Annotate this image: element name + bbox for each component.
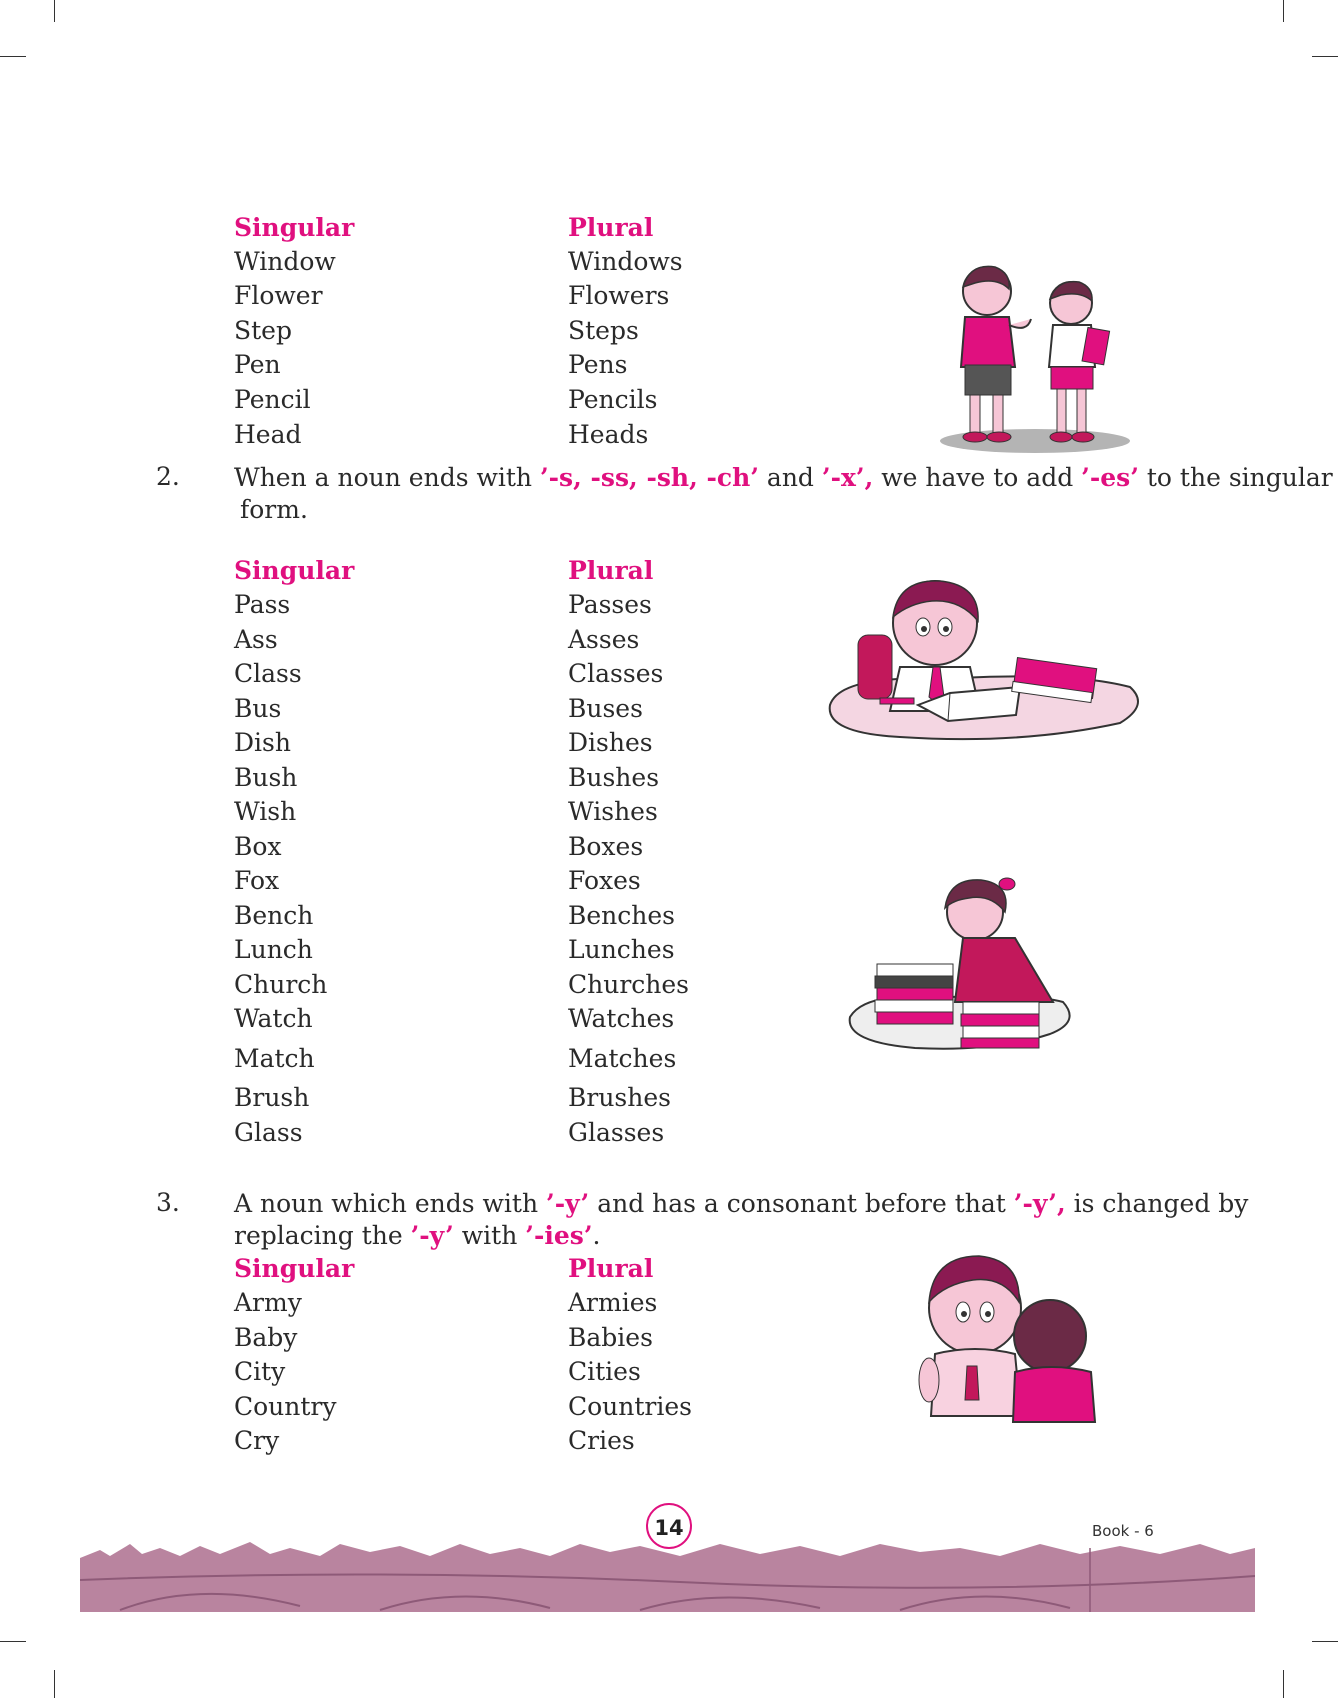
table1-plural-word: Pens xyxy=(568,350,628,379)
rule3-highlight: ’-ies’ xyxy=(525,1221,593,1250)
rule3-highlight: ’-y’, xyxy=(1013,1189,1066,1218)
table2-singular-word: Ass xyxy=(234,625,278,654)
table3-plural-word: Armies xyxy=(568,1288,658,1317)
table2-plural-word: Churches xyxy=(568,970,690,999)
table1-plural-word: Pencils xyxy=(568,385,658,414)
rule3-text-part: is changed by xyxy=(1065,1189,1249,1218)
rule2-highlight: ’-es’ xyxy=(1081,463,1139,492)
rule2-highlight: ’-s, -ss, -sh, -ch’ xyxy=(539,463,759,492)
table2-singular-word: Brush xyxy=(234,1083,310,1112)
table2-singular-word: Bush xyxy=(234,763,298,792)
table2-singular-word: Bench xyxy=(234,901,314,930)
table1-singular-header: Singular xyxy=(234,213,355,242)
forest-landscape-footer xyxy=(80,1540,1255,1612)
table3-singular-word: City xyxy=(234,1357,286,1386)
table1-plural-header: Plural xyxy=(568,213,654,242)
girl-with-books-illustration xyxy=(845,872,1085,1062)
crop-mark xyxy=(54,1670,55,1698)
rule3-text-part: and has a consonant before that xyxy=(589,1189,1014,1218)
table2-plural-word: Glasses xyxy=(568,1118,665,1147)
table3-singular-word: Cry xyxy=(234,1426,280,1455)
table2-plural-word: Matches xyxy=(568,1044,677,1073)
table2-plural-word: Brushes xyxy=(568,1083,671,1112)
table3-singular-word: Baby xyxy=(234,1323,298,1352)
rule-number: 3. xyxy=(156,1188,180,1217)
two-boys-talking-illustration xyxy=(935,255,1135,460)
rule3-text-part: with xyxy=(453,1221,526,1250)
table2-plural-word: Boxes xyxy=(568,832,644,861)
table2-plural-word: Dishes xyxy=(568,728,653,757)
rule2-text-part: When a noun ends with xyxy=(234,463,540,492)
crop-mark xyxy=(1312,1641,1338,1642)
crop-mark xyxy=(1283,0,1284,22)
table2-singular-word: Wish xyxy=(234,797,297,826)
table2-plural-word: Foxes xyxy=(568,866,641,895)
table2-singular-word: Dish xyxy=(234,728,291,757)
page-number: 14 xyxy=(646,1503,692,1549)
table2-singular-word: Church xyxy=(234,970,328,999)
rule2-text-line2: form. xyxy=(240,495,308,524)
table1-singular-word: Pen xyxy=(234,350,281,379)
table2-singular-word: Class xyxy=(234,659,302,688)
table3-singular-header: Singular xyxy=(234,1254,355,1283)
rule2-text-part: to the singular xyxy=(1138,463,1333,492)
table3-singular-word: Country xyxy=(234,1392,337,1421)
table2-plural-word: Lunches xyxy=(568,935,675,964)
book-label: Book - 6 xyxy=(1092,1522,1154,1540)
table3-plural-word: Babies xyxy=(568,1323,653,1352)
table2-singular-word: Match xyxy=(234,1044,315,1073)
table2-plural-word: Classes xyxy=(568,659,664,688)
table3-plural-header: Plural xyxy=(568,1254,654,1283)
rule3-text-part: replacing the xyxy=(234,1221,411,1250)
table3-plural-word: Cries xyxy=(568,1426,635,1455)
boy-reading-book-illustration xyxy=(820,575,1150,770)
rule2-highlight: ’-x’, xyxy=(821,463,874,492)
table1-plural-word: Windows xyxy=(568,247,683,276)
rule3-highlight: ’-y’ xyxy=(410,1221,454,1250)
table2-plural-word: Wishes xyxy=(568,797,658,826)
rule3-text-line1 xyxy=(234,1188,1248,1219)
table2-singular-word: Lunch xyxy=(234,935,313,964)
table2-plural-word: Benches xyxy=(568,901,675,930)
table3-singular-word: Army xyxy=(234,1288,302,1317)
table2-plural-word: Bushes xyxy=(568,763,660,792)
table2-plural-word: Watches xyxy=(568,1004,675,1033)
table1-singular-word: Step xyxy=(234,316,292,345)
table1-singular-word: Window xyxy=(234,247,336,276)
table2-singular-header: Singular xyxy=(234,556,355,585)
rule3-text-part: . xyxy=(592,1221,601,1250)
table1-plural-word: Flowers xyxy=(568,281,670,310)
rule3-text-line2 xyxy=(234,1220,600,1251)
two-children-talking-illustration xyxy=(915,1250,1100,1430)
table1-plural-word: Steps xyxy=(568,316,639,345)
crop-mark xyxy=(0,56,26,57)
crop-mark xyxy=(1283,1670,1284,1698)
table3-plural-word: Countries xyxy=(568,1392,692,1421)
rule3-text-part: A noun which ends with xyxy=(234,1189,547,1218)
table1-singular-word: Flower xyxy=(234,281,323,310)
table2-singular-word: Fox xyxy=(234,866,280,895)
table1-singular-word: Head xyxy=(234,420,302,449)
rule2-text-part: and xyxy=(758,463,822,492)
rule-number: 2. xyxy=(156,462,180,491)
table3-plural-word: Cities xyxy=(568,1357,641,1386)
table2-plural-word: Passes xyxy=(568,590,652,619)
table2-singular-word: Box xyxy=(234,832,282,861)
table2-plural-word: Asses xyxy=(568,625,640,654)
table2-plural-header: Plural xyxy=(568,556,654,585)
table1-plural-word: Heads xyxy=(568,420,649,449)
crop-mark xyxy=(1312,56,1338,57)
table2-plural-word: Buses xyxy=(568,694,643,723)
table2-singular-word: Glass xyxy=(234,1118,303,1147)
table2-singular-word: Pass xyxy=(234,590,291,619)
rule2-text-part: we have to add xyxy=(873,463,1082,492)
table1-singular-word: Pencil xyxy=(234,385,311,414)
rule2-text xyxy=(234,462,1333,493)
rule3-highlight: ’-y’ xyxy=(546,1189,590,1218)
table2-singular-word: Watch xyxy=(234,1004,313,1033)
crop-mark xyxy=(0,1641,26,1642)
crop-mark xyxy=(54,0,55,22)
table2-singular-word: Bus xyxy=(234,694,282,723)
